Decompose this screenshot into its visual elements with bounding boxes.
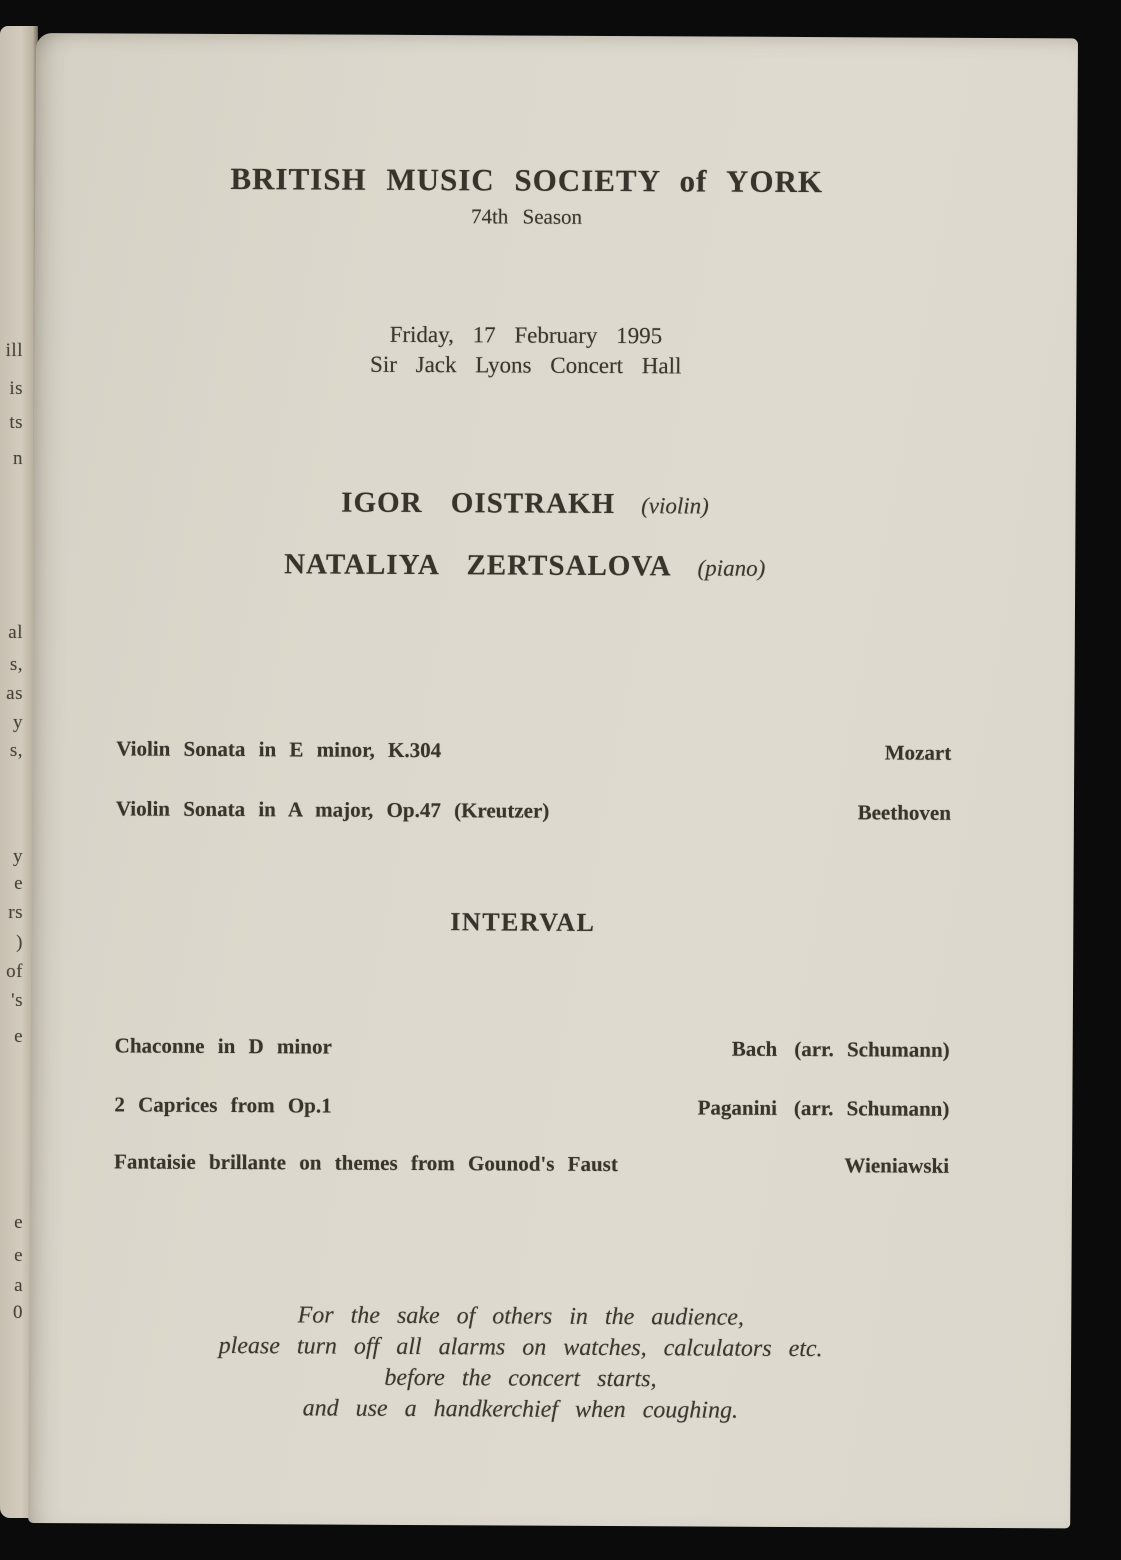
bleed-text-fragment: of [6,961,23,982]
event-date: Friday, 17 February 1995 [389,321,663,349]
page-title: BRITISH MUSIC SOCIETY of YORK [230,161,824,200]
composer-name: Beethoven [857,800,951,825]
notice-line: please turn off all alarms on watches, calculators etc. [218,1332,823,1363]
bleed-text-fragment: 's [11,990,23,1011]
performer-instrument: (violin) [641,493,709,519]
notice-line: For the sake of others in the audience, [297,1302,744,1331]
arrangement-credit: (arr. Schumann) [793,1095,950,1121]
header-block [109,159,944,231]
audience-notice [103,1299,939,1427]
programme-item [115,1033,950,1062]
arrangement-credit: (arr. Schumann) [794,1036,950,1062]
bleed-text-fragment: e [14,873,23,894]
event-details-block [108,318,943,382]
performer-violin [107,485,942,522]
performer-name: NATALIYA ZERTSALOVA [284,548,672,583]
programme-item [116,736,951,765]
bleed-text-fragment: y [13,712,23,733]
composer-group [732,1037,950,1063]
notice-line: before the concert starts, [384,1364,657,1393]
bleed-text-fragment: y [13,846,23,867]
bleed-text-fragment: rs [8,902,23,923]
bleed-text-fragment: is [9,378,23,399]
bleed-text-fragment: al [8,622,23,643]
event-venue: Sir Jack Lyons Concert Hall [370,351,682,379]
bleed-text-fragment: ) [16,932,23,953]
bleed-text-fragment: e [14,1212,23,1233]
performer-instrument: (piano) [697,555,766,581]
interval-heading: INTERVAL [450,907,596,937]
programme-page [28,33,1078,1528]
notice-line: and use a handkerchief when coughing. [302,1395,739,1424]
season-subtitle: 74th Season [470,204,583,229]
work-title: Chaconne in D minor [114,1033,332,1059]
work-title: 2 Caprices from Op.1 [114,1092,332,1118]
composer-name: Wieniawski [844,1153,950,1178]
programme-item [114,1149,949,1178]
bleed-text-fragment: ts [9,412,23,433]
composer-name: Mozart [884,740,952,765]
bleed-text-fragment: s, [9,740,23,761]
bleed-text-fragment: e [14,1026,23,1047]
bleed-text-fragment: as [6,683,23,704]
work-title: Violin Sonata in A major, Op.47 (Kreutzer) [115,796,550,823]
programme-item [116,796,951,825]
bleed-text-fragment: a [14,1275,23,1296]
bleed-text-fragment: e [14,1245,23,1266]
bleed-text-fragment: n [13,448,23,469]
performer-name: IGOR OISTRAKH [341,486,616,521]
bleed-text-fragment: ill [5,340,23,361]
programme-item [114,1092,949,1121]
composer-group [698,1095,950,1121]
bleed-text-fragment: s, [9,654,23,675]
work-title: Fantaisie brillante on themes from Gounod's Faust [114,1149,618,1177]
composer-name: Bach [731,1036,778,1061]
work-title: Violin Sonata in E minor, K.304 [116,736,442,763]
composer-name: Paganini [697,1095,778,1120]
performer-piano [107,547,942,584]
bleed-text-fragment: 0 [13,1302,23,1323]
